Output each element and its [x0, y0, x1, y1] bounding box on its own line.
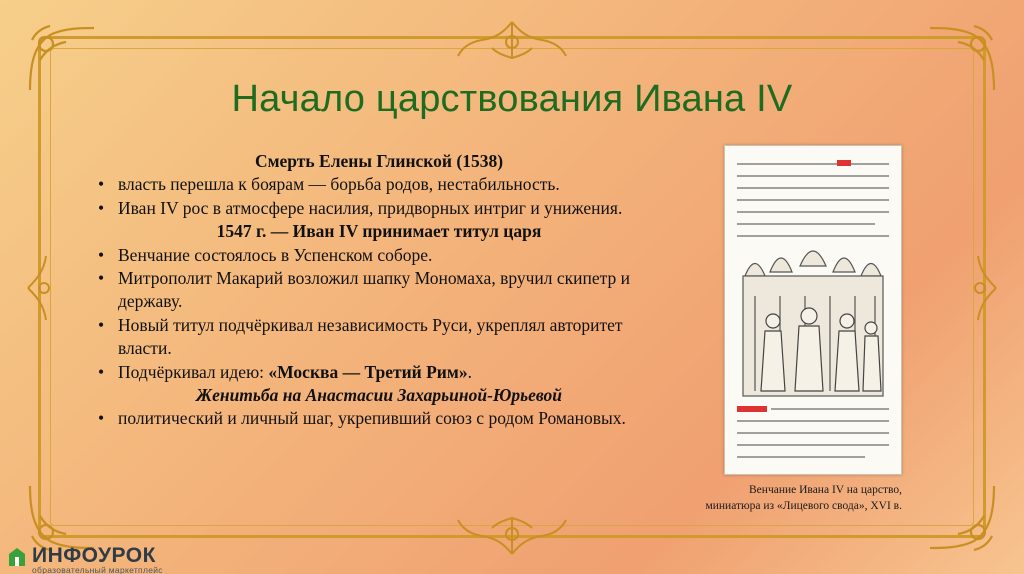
list-item-text: Иван IV рос в атмосфере насилия, придворных интриг и унижения.: [118, 197, 623, 218]
list-item-text: Новый титул подчёркивал независимость Руси, укреплял авторитет власти.: [118, 314, 623, 359]
list-item: [94, 407, 664, 430]
list-item: [94, 314, 664, 361]
logo-name: ИНФОУРОК: [32, 544, 156, 567]
infourok-logo-icon: [6, 546, 28, 568]
ornament-left-center-icon: [22, 248, 62, 328]
list-item-text-suffix: .: [467, 361, 472, 382]
ornament-corner-icon: [922, 476, 1002, 556]
ornament-bottom-center-icon: [452, 512, 572, 558]
infourok-logo: [6, 544, 246, 574]
list-item-emphasis: «Москва — Третий Рим»: [268, 361, 468, 382]
bullet: •: [98, 197, 105, 218]
slide-content: [94, 150, 664, 431]
bullet: •: [98, 174, 105, 195]
list-item: [94, 197, 664, 220]
list-item-text: Венчание состоялось в Успенском соборе.: [118, 244, 433, 265]
ornament-top-center-icon: [452, 18, 572, 64]
bullet: •: [98, 361, 105, 382]
bullet: •: [98, 408, 105, 429]
list-item: [94, 361, 664, 384]
bullet: •: [98, 244, 105, 265]
section-heading: 1547 г. — Иван IV принимает титул царя: [216, 221, 542, 242]
list-item-text: власть перешла к боярам — борьба родов, нестабильность.: [118, 174, 560, 195]
list-item-text-prefix: Подчёркивал идею:: [118, 361, 269, 382]
caption-line: Венчание Ивана IV на царство,: [749, 484, 902, 496]
list-item: [94, 244, 664, 267]
ornament-right-center-icon: [962, 248, 1002, 328]
red-initial: [837, 160, 851, 166]
section-heading: Женитьба на Анастасии Захарьиной-Юрьевой: [196, 385, 562, 406]
section-heading: Смерть Елены Глинской (1538): [254, 151, 504, 171]
caption-line: миниатюра из «Лицевого свода», XVI в.: [705, 500, 902, 512]
list-item-text: Митрополит Макарий возложил шапку Мономаха, вручил скипетр и державу.: [118, 268, 630, 312]
bullet: •: [98, 268, 105, 289]
image-caption: [640, 482, 902, 514]
bullet: •: [98, 314, 105, 335]
manuscript-miniature-image: [724, 145, 902, 475]
manuscript-miniature-drawing: [725, 146, 901, 474]
list-item: [94, 173, 664, 196]
list-item: [94, 267, 664, 314]
slide-title: Начало царствования Ивана IV: [231, 78, 793, 120]
logo-tagline: образовательный маркетплейс: [32, 565, 163, 574]
list-item-text: политический и личный шаг, укрепивший союз с родом Романовых.: [118, 408, 626, 429]
red-initial: [737, 406, 767, 412]
